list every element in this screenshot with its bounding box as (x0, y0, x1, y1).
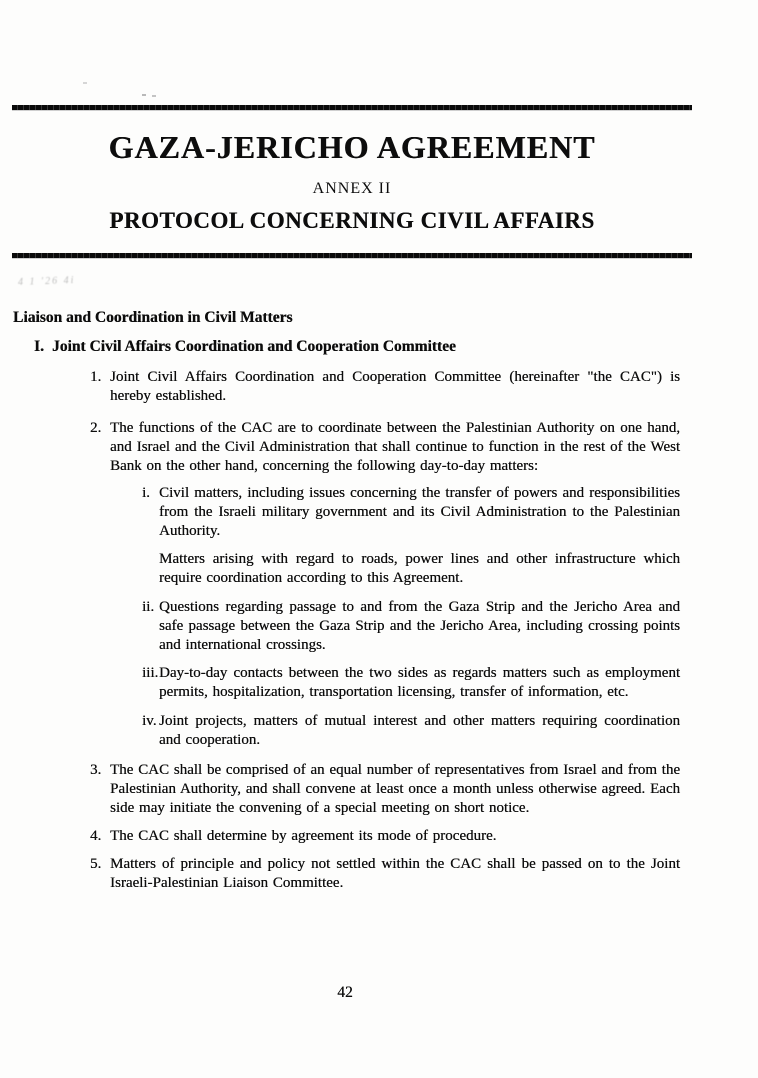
sub-item-ii-numeral: ii. (142, 599, 155, 615)
list-item-5-number: 5. (90, 856, 102, 872)
list-item-2-text: The functions of the CAC are to coordinate between the Palestinian Authority on one hand, and Israel and the Civil Administration that shall continue to function in the rest of the West Bank on the other hand, concerning the following day-to-day matters: (110, 420, 680, 474)
roman-section-heading (0, 337, 680, 356)
sub-item-ii-text: Questions regarding passage to and from the Gaza Strip and the Jericho Area and safe passage between the Gaza Strip and the Jericho Area, including crossing points and international crossings. (159, 599, 680, 653)
sub-item-iii-numeral: iii. (142, 665, 159, 681)
roman-section-title: Joint Civil Affairs Coordination and Cooperation Committee (52, 338, 456, 355)
handwritten-margin-mark: 4 1 '26 4i (17, 275, 76, 288)
sub-item-i-continuation (0, 550, 680, 588)
list-item-1-text: Joint Civil Affairs Coordination and Cooperation Committee (hereinafter "the CAC") is hereby established. (110, 369, 680, 404)
sub-item-ii (0, 598, 680, 655)
sub-item-iv-numeral: iv. (142, 713, 157, 729)
section-heading: Liaison and Coordination in Civil Matters (13, 309, 293, 326)
sub-item-i (0, 484, 680, 541)
document-header (12, 130, 692, 234)
list-item-5 (0, 855, 680, 893)
sub-item-iv-text: Joint projects, matters of mutual interest and other matters requiring coordination and cooperation. (159, 713, 680, 748)
list-item-3 (0, 761, 680, 818)
document-title: GAZA-JERICHO AGREEMENT (108, 129, 596, 165)
sub-item-iii (0, 664, 680, 702)
list-item-1-number: 1. (90, 369, 102, 385)
list-item-1 (0, 368, 680, 406)
list-item-4-number: 4. (90, 828, 102, 844)
sub-item-i-numeral: i. (142, 485, 150, 501)
list-item-5-text: Matters of principle and policy not settled within the CAC shall be passed on to the Joint Israeli-Palestinian Liaison Committee. (110, 856, 680, 891)
scan-speck (142, 94, 146, 96)
list-item-4-text: The CAC shall determine by agreement its mode of procedure. (110, 828, 497, 844)
list-item-2 (0, 419, 680, 476)
sub-item-iii-text: Day-to-day contacts between the two sides as regards matters such as employment permits, hospitalization, transportation licensing, transfer of information, etc. (159, 665, 680, 700)
document-body (0, 308, 758, 893)
sub-item-i-text: Civil matters, including issues concerning the transfer of powers and responsibilities from the Israeli military government and its Civil Administration to the Palestinian Authority. (159, 485, 680, 539)
list-item-4 (0, 827, 680, 846)
annex-label: ANNEX II (312, 180, 392, 197)
protocol-title: PROTOCOL CONCERNING CIVIL AFFAIRS (109, 208, 595, 233)
header-divider-rule (12, 253, 692, 259)
roman-section-numeral: I. (34, 338, 44, 355)
sub-item-i-continuation-text: Matters arising with regard to roads, power lines and other infrastructure which require coordination according to this Agreement. (159, 551, 680, 586)
list-item-3-number: 3. (90, 762, 102, 778)
top-divider-rule (12, 105, 692, 111)
list-item-2-number: 2. (90, 420, 102, 436)
page-number: 42 (337, 984, 353, 1001)
list-item-3-text: The CAC shall be comprised of an equal number of representatives from Israel and from the Palestinian Authority, and shall convene at least once a month unless otherwise agreed. Each side may initiate the convening of a special meeting on short notice. (110, 762, 680, 816)
sub-item-iv (0, 712, 680, 750)
